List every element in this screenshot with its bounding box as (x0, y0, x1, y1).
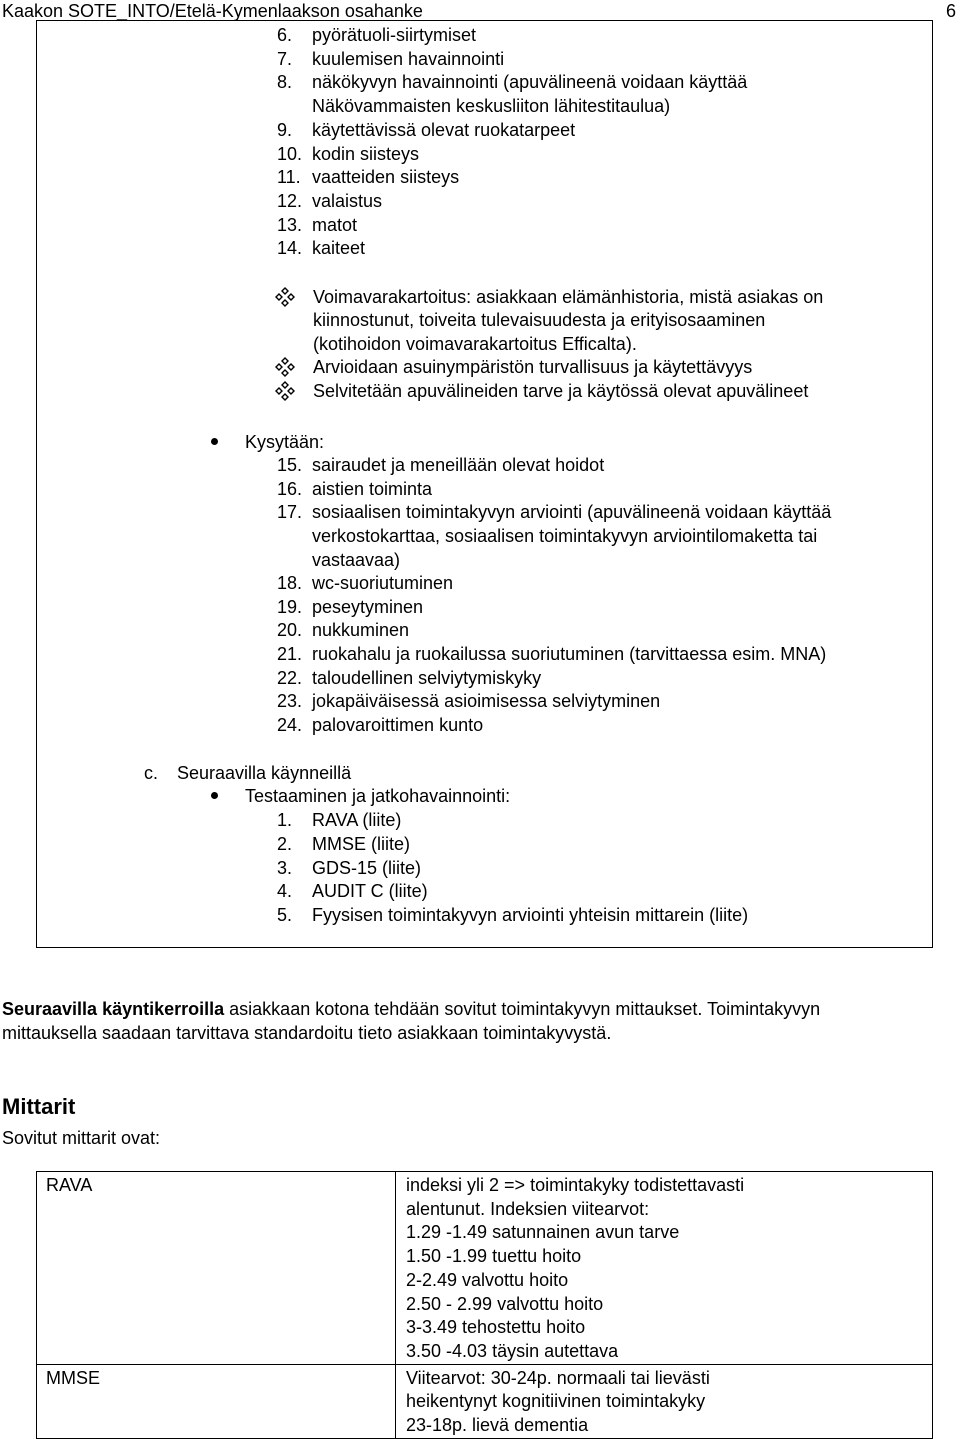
diamond-bullet-icon (275, 381, 295, 401)
paragraph-bold-lead: Seuraavilla käyntikerroilla (2, 999, 225, 1019)
list-number: 13. (277, 215, 303, 235)
list-item: nukkuminen (312, 620, 410, 640)
cell-line: 23-18p. lievä dementia (406, 1415, 589, 1436)
list-item: käytettävissä olevat ruokatarpeet (312, 120, 576, 140)
list-number: 10. (277, 144, 303, 164)
list-item: sairaudet ja meneillään olevat hoidot (312, 455, 605, 475)
bullet-icon (211, 438, 218, 445)
list-number: 3. (277, 858, 293, 878)
diamond-item-line: (kotihoidon voimavarakartoitus Efficalta). (313, 334, 637, 354)
table-cell-description (396, 1172, 933, 1365)
cell-line: heikentynyt kognitiivinen toimintakyky (406, 1391, 706, 1412)
bullet-icon (211, 792, 218, 799)
list-item: wc-suoriutuminen (312, 573, 454, 593)
list-item-continuation: vastaavaa) (312, 550, 401, 570)
diamond-item-line: Selvitetään apuvälineiden tarve ja käytössä olevat apuvälineet (313, 381, 809, 401)
paragraph-line-1 (2, 998, 820, 1020)
list-number: 24. (277, 715, 303, 735)
list-number: 19. (277, 597, 303, 617)
test-item: RAVA (liite) (312, 810, 402, 830)
list-number: 6. (277, 25, 293, 45)
list-item: ruokahalu ja ruokailussa suoriutuminen (tarvittaessa esim. MNA) (312, 644, 827, 664)
list-number: 5. (277, 905, 293, 925)
mittarit-heading: Mittarit (2, 1094, 76, 1119)
test-item: GDS-15 (liite) (312, 858, 422, 878)
list-number: 2. (277, 834, 293, 854)
cell-line: 2-2.49 valvottu hoito (406, 1269, 569, 1290)
table-cell-description (396, 1364, 933, 1438)
cell-line: alentunut. Indeksien viitearvot: (406, 1198, 650, 1219)
paragraph-line-2: mittauksella saadaan tarvittava standardoitu tieto asiakkaan toimintakyvystä. (2, 1023, 612, 1043)
list-item-continuation: verkostokarttaa, sosiaalisen toimintakyvyn arviointilomaketta tai (312, 526, 818, 546)
assessment-box (36, 20, 933, 948)
list-item: vaatteiden siisteys (312, 167, 460, 187)
list-item: kuulemisen havainnointi (312, 49, 505, 69)
list-number: 22. (277, 668, 303, 688)
list-number: 15. (277, 455, 303, 475)
list-number: 9. (277, 120, 293, 140)
list-item: näkökyvyn havainnointi (apuvälineenä voidaan käyttää (312, 72, 748, 92)
cell-line: indeksi yli 2 => toimintakyky todistettavasti (406, 1175, 745, 1195)
list-item-continuation: Näkövammaisten keskusliiton lähitestitaulua) (312, 96, 671, 116)
diamond-item-line: kiinnostunut, toiveita tulevaisuudesta ja erityisosaaminen (313, 310, 766, 330)
list-item: kaiteet (312, 238, 366, 258)
list-item: palovaroittimen kunto (312, 715, 484, 735)
list-number: 4. (277, 881, 293, 901)
mittarit-table (36, 1171, 933, 1439)
list-number: 20. (277, 620, 303, 640)
cell-line: Viitearvot: 30-24p. normaali tai lievästi (406, 1367, 710, 1388)
cell-line: 1.29 -1.49 satunnainen avun tarve (406, 1222, 680, 1243)
list-item: valaistus (312, 191, 383, 211)
table-row (37, 1172, 933, 1365)
list-item: pyörätuoli-siirtymiset (312, 25, 477, 45)
mittarit-intro: Sovitut mittarit ovat: (2, 1128, 161, 1148)
test-item: AUDIT C (liite) (312, 881, 428, 901)
list-number: 11. (277, 167, 301, 187)
list-item: peseytyminen (312, 597, 424, 617)
section-c-title: Seuraavilla käynneillä (177, 763, 352, 783)
table-cell-name: RAVA (37, 1172, 396, 1365)
cell-line: 3.50 -4.03 täysin autettava (406, 1340, 619, 1361)
paragraph-text: asiakkaan kotona tehdään sovitut toimintakyvyn mittaukset. Toimintakyvyn (229, 999, 821, 1019)
list-item: taloudellinen selviytymiskyky (312, 668, 542, 688)
testaaminen-label: Testaaminen ja jatkohavainnointi: (245, 786, 511, 806)
list-number: 18. (277, 573, 303, 593)
list-number: 17. (277, 502, 303, 522)
test-item: Fyysisen toimintakyvyn arviointi yhteisin mittarein (liite) (312, 905, 749, 925)
page-number: 6 (945, 1, 956, 21)
cell-line: 3-3.49 tehostettu hoito (406, 1317, 586, 1338)
list-number: 12. (277, 191, 303, 211)
list-number: 16. (277, 479, 303, 499)
list-item: kodin siisteys (312, 144, 420, 164)
kysytaan-label: Kysytään: (245, 432, 325, 452)
table-cell-name: MMSE (37, 1364, 396, 1438)
header-title: Kaakon SOTE_INTO/Etelä-Kymenlaakson osahanke (2, 1, 423, 21)
list-item: sosiaalisen toimintakyvyn arviointi (apuvälineenä voidaan käyttää (312, 502, 832, 522)
list-number: 7. (277, 49, 293, 69)
list-number: 8. (277, 72, 293, 92)
list-number: 14. (277, 238, 303, 258)
list-item: jokapäiväisessä asioimisessa selviytyminen (312, 691, 661, 711)
diamond-item-line: Arvioidaan asuinympäristön turvallisuus ja käytettävyys (313, 357, 753, 377)
cell-line: 1.50 -1.99 tuettu hoito (406, 1246, 582, 1267)
diamond-bullet-icon (275, 287, 295, 307)
list-number: 21. (277, 644, 303, 664)
list-number: 1. (277, 810, 293, 830)
diamond-item-line: Voimavarakartoitus: asiakkaan elämänhistoria, mistä asiakas on (313, 287, 824, 307)
list-number: 23. (277, 691, 303, 711)
test-item: MMSE (liite) (312, 834, 410, 854)
list-item: aistien toiminta (312, 479, 433, 499)
table-row (37, 1364, 933, 1438)
section-c-letter: c. (144, 763, 159, 783)
list-item: matot (312, 215, 358, 235)
cell-line: 2.50 - 2.99 valvottu hoito (406, 1293, 604, 1314)
diamond-bullet-icon (275, 357, 295, 377)
